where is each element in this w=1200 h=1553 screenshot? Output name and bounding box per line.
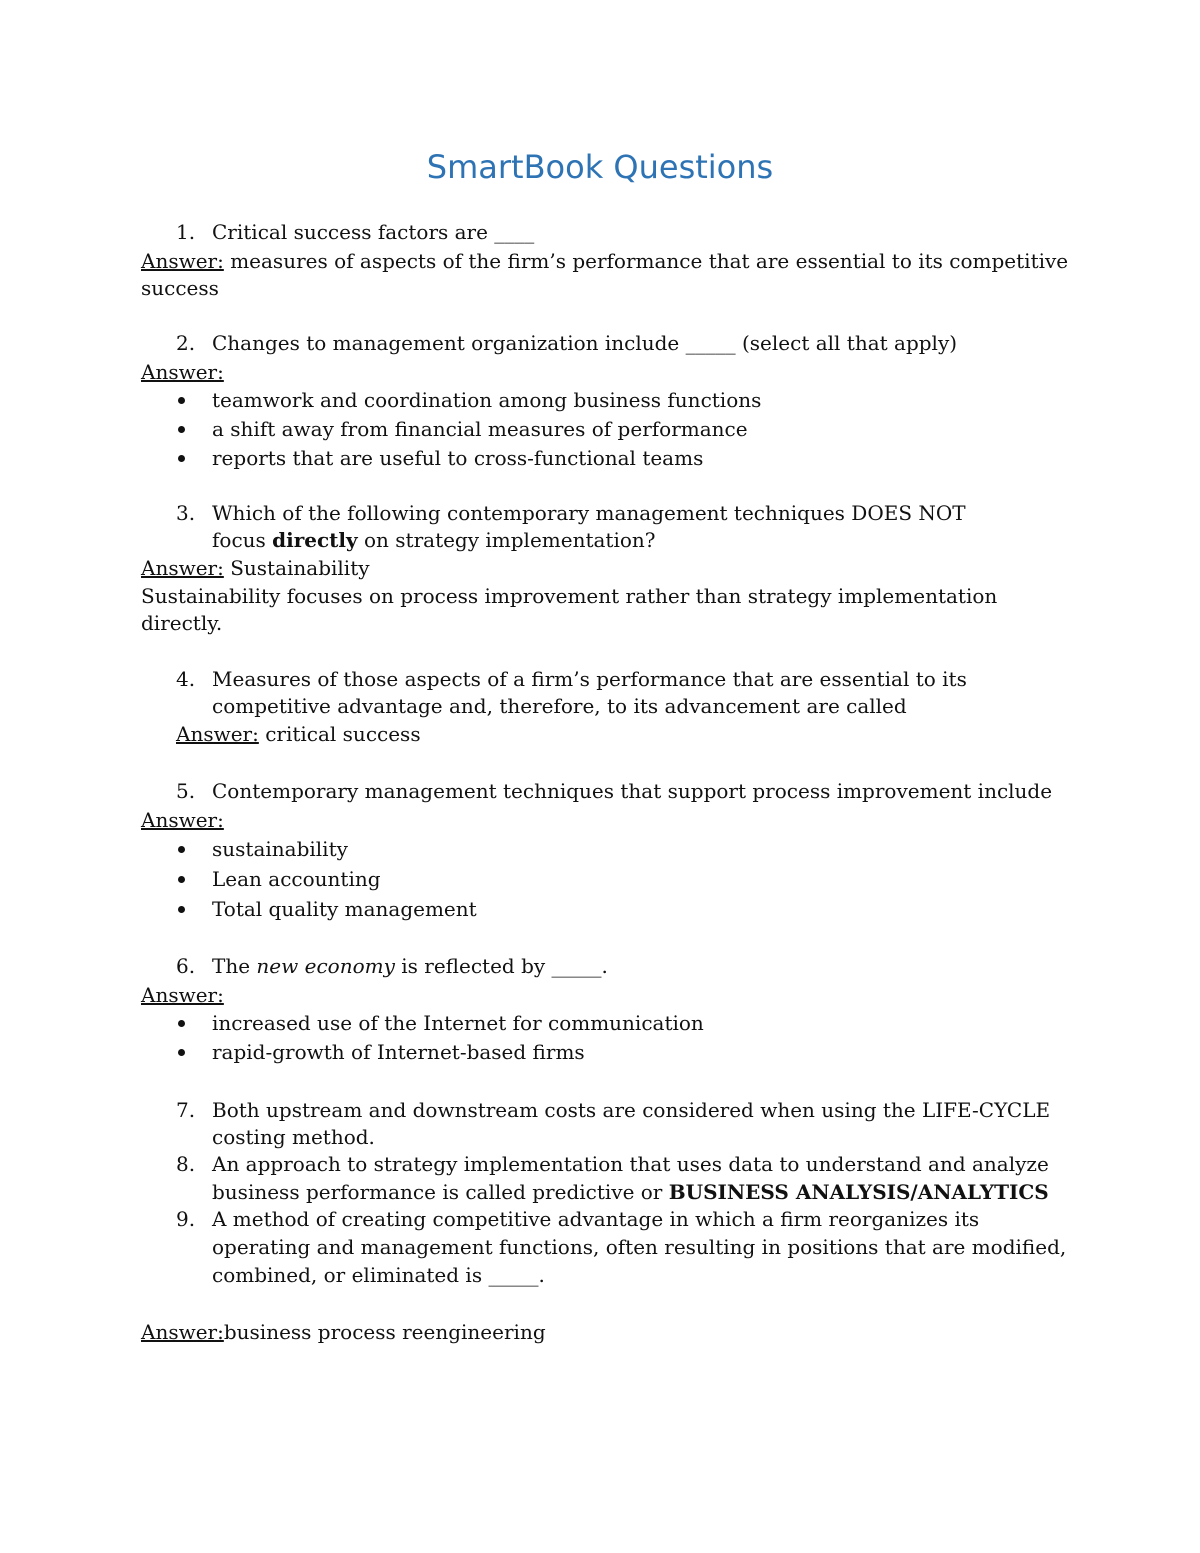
answer-1	[141, 247, 1068, 275]
question-number: 6.	[176, 954, 196, 978]
question-text-continued: business performance is called predictive or BUSINESS ANALYSIS/ANALYTICS	[212, 1180, 1049, 1204]
question-text-continued: competitive advantage and, therefore, to its advancement are called	[212, 694, 907, 718]
explanation-text: Sustainability focuses on process improvement rather than strategy implementation	[141, 584, 998, 608]
question-text: Both upstream and downstream costs are considered when using the LIFE-CYCLE	[212, 1098, 1051, 1122]
question-number: 1.	[176, 220, 196, 244]
question-text: Contemporary management techniques that support process improvement include	[212, 779, 1053, 803]
answer-text: measures of aspects of the firm’s performance that are essential to its competitive	[223, 249, 1069, 273]
bullet-icon	[178, 1049, 185, 1056]
answer-label: Answer:	[141, 249, 224, 273]
bullet-icon	[178, 397, 185, 404]
question-number: 4.	[176, 667, 196, 691]
page-title: SmartBook Questions	[426, 148, 774, 186]
bullet-icon	[178, 1020, 185, 1027]
bullet-icon	[178, 846, 185, 853]
answer-label: Answer:	[141, 983, 224, 1007]
question-number: 5.	[176, 779, 196, 803]
answer-4	[176, 720, 421, 748]
question-text-continued: costing method.	[212, 1125, 375, 1149]
document-page: SmartBook Questions 1. Critical success factors are ____ Answer: measures of aspects of the firm’s performance that are essential to its competitive success 2. Changes to management organization include _____ (select all that apply) Answer: teamwork and coordination among business functions a shift away from financial measures of performance reports that are useful to cross-functional teams 3. Which of the following contemporary management techniques DOES NOT focus directly on strategy implementation? Answer: Sustainability Sustainability focuses on process improvement rather than strategy implementation directly. 4. Measures of those aspects of a firm’s performance that are essential to its competitive advantage and, therefore, to its advancement are called Answer: critical success 5. Contemporary management techniques that support process improvement include Answer: sustainability Lean accounting Total quality management 6. The new economy is reflected by _____. Answer: increased use of the Internet for communication rapid-growth of Internet-based firms 7. Both upstream and downstream costs are considered when using the LIFE-CYCLE costing method. 8. An approach to strategy implementation that uses data to understand and analyze business performance is called predictive or BUSINESS ANALYSIS/ANALYTICS 9. A method of creating competitive advantage in which a firm reorganizes its operating and management functions, often resulting in positions that are modified, combined, or eliminated is _____. Answer:business process reengineering	[0, 0, 1200, 1553]
question-number: 9.	[176, 1207, 196, 1231]
question-text-continued: focus directly on strategy implementation?	[212, 528, 656, 552]
bullet-icon	[178, 426, 185, 433]
bullet-icon	[178, 455, 185, 462]
answer-text: business process reengineering	[223, 1320, 546, 1344]
question-number: 3.	[176, 501, 196, 525]
answer-label: Answer:	[141, 360, 224, 384]
answer-label: Answer:	[141, 808, 224, 832]
question-text-continued: combined, or eliminated is _____.	[212, 1263, 545, 1287]
question-text: An approach to strategy implementation that uses data to understand and analyze	[212, 1152, 1049, 1176]
answer-text: critical success	[258, 722, 421, 746]
question-text: Critical success factors are ____	[212, 220, 535, 244]
answer-1-continued: success	[141, 276, 219, 300]
question-number: 7.	[176, 1098, 196, 1122]
bullet-icon	[178, 876, 185, 883]
question-number: 8.	[176, 1152, 196, 1176]
question-text: Which of the following contemporary management techniques DOES NOT	[212, 501, 966, 525]
question-text: The new economy is reflected by _____.	[212, 954, 608, 978]
answer-label: Answer:	[141, 1320, 224, 1344]
answer-label: Answer:	[176, 722, 259, 746]
question-text: Measures of those aspects of a firm’s performance that are essential to its	[212, 667, 967, 691]
answer-text: Sustainability	[223, 556, 370, 580]
answer-9	[141, 1318, 546, 1346]
question-text: A method of creating competitive advantage in which a firm reorganizes its	[212, 1207, 980, 1231]
answer-label: Answer:	[141, 556, 224, 580]
question-text-continued: operating and management functions, often resulting in positions that are modified,	[212, 1235, 1067, 1259]
question-text: Changes to management organization include _____ (select all that apply)	[212, 331, 958, 355]
question-number: 2.	[176, 331, 196, 355]
explanation-text-continued: directly.	[141, 611, 223, 635]
answer-3	[141, 554, 370, 582]
bullet-icon	[178, 906, 185, 913]
